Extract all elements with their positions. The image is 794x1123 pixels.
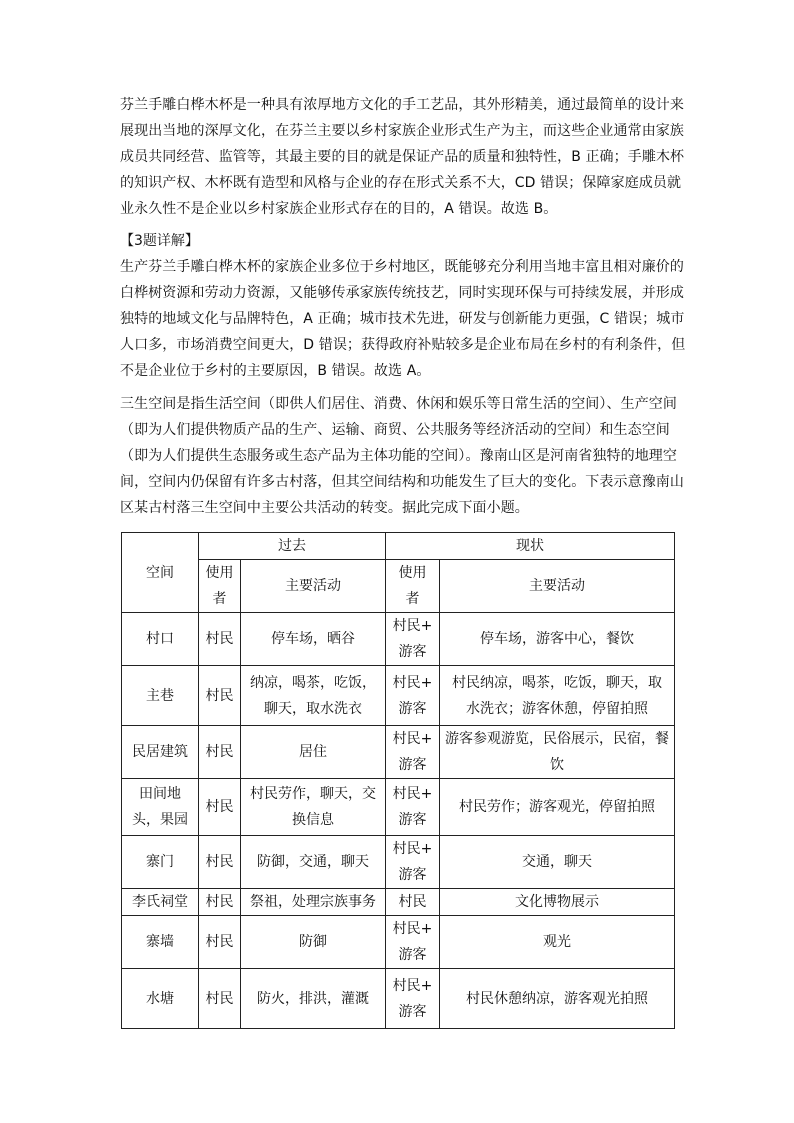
header-present-user: 使用 者 — [386, 560, 440, 613]
table-row — [122, 836, 675, 889]
past-activity-cell — [241, 613, 386, 666]
text-line: 成员共同经营、监管等，其最主要的目的就是保证产品的质量和独特性，B 正确；手雕木杯 — [120, 149, 685, 165]
cell-text: 村民+ — [392, 921, 433, 937]
past-activity-cell — [241, 916, 386, 969]
past-activity-cell — [241, 779, 386, 836]
past-activity-cell — [241, 969, 386, 1029]
text-line: 独特的地域文化与品牌特色，A 正确；城市技术先进，研发与创新能力更强，C 错误；城市 — [120, 311, 685, 327]
header-past-activity: 主要活动 — [241, 560, 386, 613]
text-line: 人口多，市场消费空间更大，D 错误；获得政府补贴较多是企业布局在乡村的有利条件，但 — [120, 337, 686, 353]
present-user-cell — [386, 836, 440, 889]
cell-text: 水塘 — [146, 990, 174, 1007]
space-cell — [122, 889, 199, 916]
past-user-cell — [199, 613, 241, 666]
text-line: （即为人们提供生态服务或生态产品为主体功能的空间）。豫南山区是河南省独特的地理空 — [120, 448, 677, 464]
cell-text: 村民+ — [392, 731, 433, 747]
space-cell — [122, 836, 199, 889]
text-line: 生产芬兰手雕白桦木杯的家族企业多位于乡村地区，既能够充分利用当地丰富且相对廉价的 — [120, 259, 684, 275]
cell-text: 寨墙 — [146, 934, 174, 950]
cell-text: 村民+ — [392, 674, 433, 691]
cell-text: 村民 — [205, 934, 234, 950]
past-activity-cell — [241, 666, 386, 726]
present-user-cell — [386, 726, 440, 779]
table-row — [122, 613, 675, 666]
present-user-cell — [386, 916, 440, 969]
present-activity-cell — [440, 969, 675, 1029]
present-activity-cell — [440, 666, 675, 726]
table-row — [122, 666, 675, 726]
text-line: 三生空间是指生活空间（即供人们居住、消费、休闲和娱乐等日常生活的空间）、生产空间 — [120, 396, 677, 412]
cell-text: 游客 — [398, 644, 427, 660]
cell-text: 田间地 — [139, 786, 181, 802]
cell-text: 文化博物展示 — [515, 894, 599, 910]
cell-text: 村民 — [205, 744, 234, 760]
cell-text: 游客 — [398, 947, 427, 963]
material-paragraph — [120, 391, 684, 521]
past-user-cell — [199, 836, 241, 889]
cell-text: 村民 — [205, 990, 234, 1007]
cell-text: 村民劳作，聊天，交 — [250, 786, 376, 802]
present-user-cell — [386, 969, 440, 1029]
table-row — [122, 889, 675, 916]
present-activity-cell — [440, 916, 675, 969]
space-cell — [122, 726, 199, 779]
cell-text: 村民+ — [392, 618, 433, 634]
text-line: 业永久性不是企业以乡村家族企业形式存在的目的，A 错误。故选 B。 — [120, 201, 558, 217]
cell-text: 游客参观游览，民俗展示，民宿，餐 — [445, 731, 669, 747]
cell-text: 防御，交通，聊天 — [257, 854, 369, 870]
village-space-table — [121, 532, 675, 1029]
text-line: 芬兰手雕白桦木杯是一种具有浓厚地方文化的手工艺品，其外形精美，通过最简单的设计来 — [120, 97, 684, 113]
cell-text: 祭祖，处理宗族事务 — [250, 894, 376, 910]
cell-text: 游客 — [398, 867, 427, 883]
table-row — [122, 726, 675, 779]
cell-text: 村民纳凉，喝茶，吃饭，聊天，取 — [452, 674, 662, 691]
cell-text: 游客 — [398, 812, 427, 828]
past-user-cell — [199, 779, 241, 836]
table-row — [122, 779, 675, 836]
cell-text: 防火，排洪，灌溉 — [257, 990, 369, 1007]
header-present: 现状 — [386, 533, 675, 560]
past-activity-cell — [241, 726, 386, 779]
cell-text: 村民+ — [392, 841, 433, 857]
text-line: （即为人们提供物质产品的生产、运输、商贸、公共服务等经济活动的空间）和生态空间 — [120, 422, 670, 438]
cell-text: 村民休憩纳凉，游客观光拍照 — [466, 990, 648, 1007]
cell-text: 李氏祠堂 — [132, 894, 188, 910]
text-line: 白桦树资源和劳动力资源，又能够传承家族传统技艺，同时实现环保与可持续发展，并形成 — [120, 285, 684, 301]
cell-text: 聊天，取水洗衣 — [264, 700, 362, 717]
cell-text: 居住 — [299, 744, 327, 760]
past-user-cell — [199, 916, 241, 969]
cell-text: 游客 — [398, 757, 427, 773]
cell-text: 村民 — [205, 894, 234, 910]
space-cell — [122, 916, 199, 969]
cell-text: 游客 — [398, 1003, 427, 1020]
header-past-user: 使用 者 — [199, 560, 241, 613]
cell-text: 饮 — [550, 757, 564, 773]
past-user-cell — [199, 726, 241, 779]
header-past: 过去 — [199, 533, 386, 560]
cell-text: 村民+ — [392, 977, 433, 994]
text-line: 不是企业位于乡村的主要原因，B 错误。故选 A。 — [120, 363, 431, 379]
header-present-activity: 主要活动 — [440, 560, 675, 613]
present-user-cell — [386, 613, 440, 666]
cell-text: 村民劳作；游客观光，停留拍照 — [459, 799, 655, 815]
cell-text: 村口 — [146, 631, 174, 647]
cell-text: 停车场，晒谷 — [271, 631, 355, 647]
cell-text: 水洗衣；游客休憩，停留拍照 — [466, 700, 648, 717]
cell-text: 村民 — [205, 631, 234, 647]
cell-text: 纳凉，喝茶，吃饭， — [250, 674, 376, 691]
past-user-cell — [199, 889, 241, 916]
text-line: 区某古村落三生空间中主要公共活动的转变。据此完成下面小题。 — [120, 500, 529, 516]
answer-paragraph-2 — [120, 92, 685, 222]
space-cell — [122, 969, 199, 1029]
cell-text: 换信息 — [292, 812, 334, 828]
present-user-cell — [386, 889, 440, 916]
present-user-cell — [386, 666, 440, 726]
text-line: 展现出当地的深厚文化，在芬兰主要以乡村家族企业形式生产为主，而这些企业通常由家族 — [120, 123, 684, 139]
cell-text: 村民 — [205, 799, 234, 815]
cell-text: 民居建筑 — [132, 744, 188, 760]
cell-text: 村民 — [205, 854, 234, 870]
cell-text: 防御 — [299, 934, 327, 950]
past-user-cell — [199, 666, 241, 726]
cell-text: 头，果园 — [132, 812, 188, 828]
question-3-heading: 【3题详解】 — [120, 233, 199, 249]
cell-text: 停车场，游客中心，餐饮 — [480, 631, 634, 647]
space-cell — [122, 779, 199, 836]
present-activity-cell — [440, 726, 675, 779]
cell-text: 村民+ — [392, 786, 433, 802]
table-row — [122, 916, 675, 969]
cell-text: 村民 — [398, 894, 427, 910]
present-user-cell — [386, 779, 440, 836]
present-activity-cell — [440, 779, 675, 836]
past-activity-cell — [241, 836, 386, 889]
space-cell — [122, 666, 199, 726]
past-activity-cell — [241, 889, 386, 916]
cell-text: 观光 — [543, 934, 571, 950]
present-activity-cell — [440, 613, 675, 666]
past-user-cell — [199, 969, 241, 1029]
space-cell — [122, 613, 199, 666]
cell-text: 主巷 — [146, 687, 174, 704]
answer-paragraph-3 — [120, 254, 686, 384]
cell-text: 寨门 — [146, 854, 174, 870]
text-line: 间，空间内仍保留有许多古村落，但其空间结构和功能发生了巨大的变化。下表示意豫南山 — [120, 474, 684, 490]
cell-text: 村民 — [205, 687, 234, 704]
header-space: 空间 — [122, 533, 199, 613]
present-activity-cell — [440, 889, 675, 916]
table-row — [122, 969, 675, 1029]
cell-text: 交通，聊天 — [522, 854, 592, 870]
text-line: 的知识产权、木杯既有造型和风格与企业的存在形式关系不大，CD 错误；保障家庭成员就 — [120, 175, 682, 191]
present-activity-cell — [440, 836, 675, 889]
cell-text: 游客 — [398, 700, 427, 717]
